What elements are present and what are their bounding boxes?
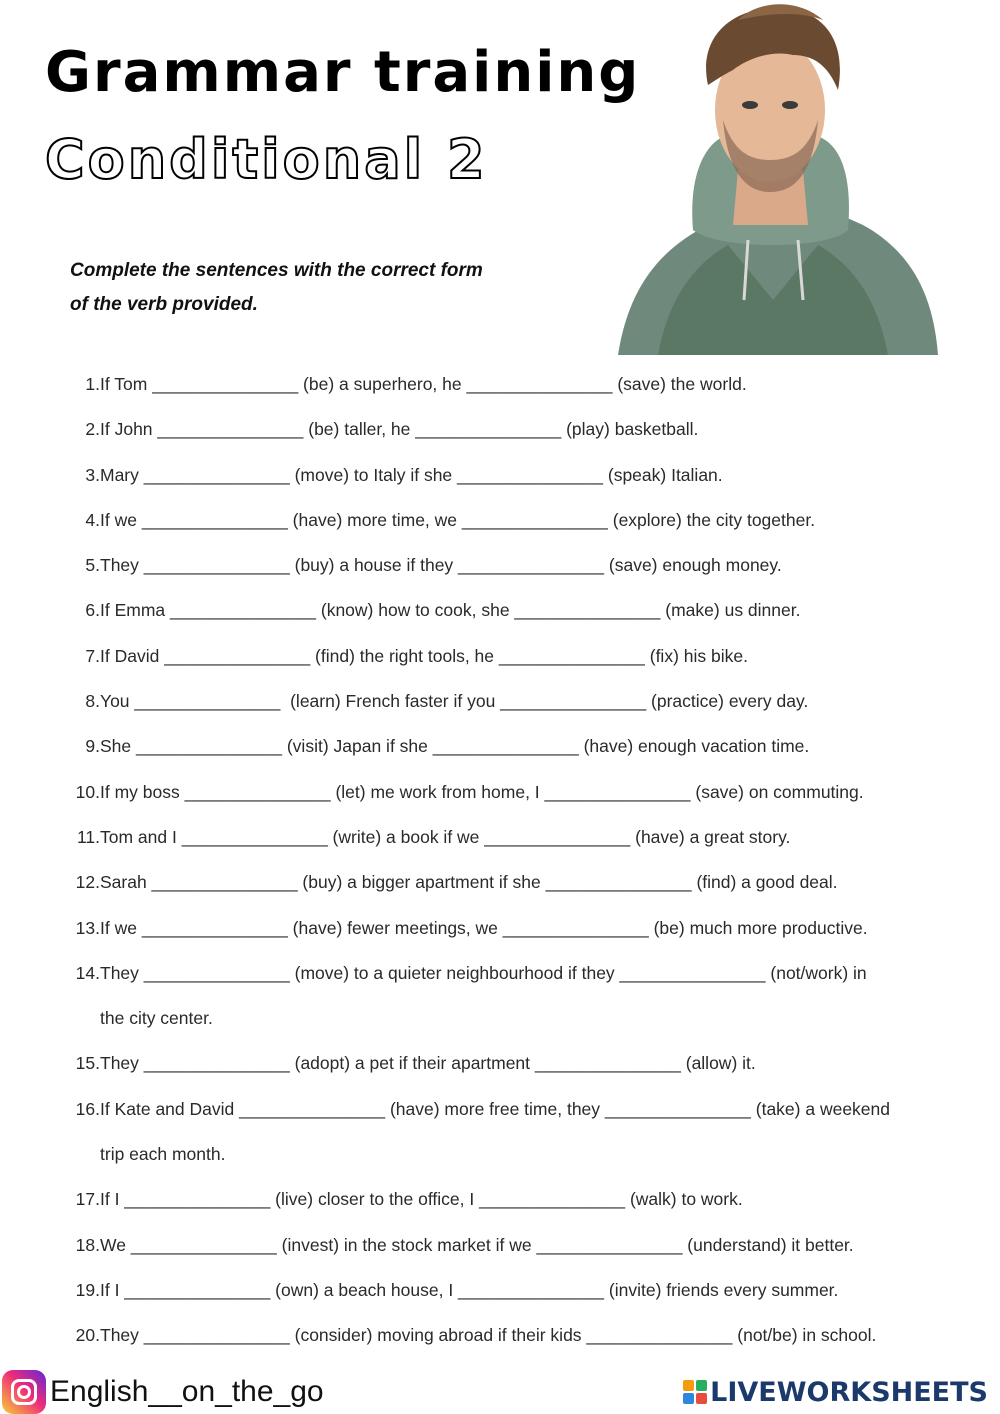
instructions — [70, 254, 550, 322]
exercise-item — [60, 407, 950, 452]
exercise-item — [60, 453, 950, 498]
exercise-text[interactable]: They _______________ (consider) moving abroad if their kids _______________ (not/be) in school. — [100, 1325, 877, 1346]
exercise-number: 12. — [75, 872, 100, 893]
exercise-number: 13. — [75, 917, 100, 938]
exercise-text[interactable]: If Emma _______________ (know) how to cook, she _______________ (make) us dinner. — [100, 600, 801, 621]
exercise-item — [60, 1041, 950, 1086]
exercise-text[interactable]: Tom and I _______________ (write) a book if we _______________ (have) a great story. — [100, 826, 791, 847]
exercise-text[interactable]: You _______________ (learn) French faster if you _______________ (practice) every day. — [100, 691, 809, 712]
exercise-item — [60, 588, 950, 633]
instagram-credit[interactable] — [2, 1370, 324, 1414]
exercise-number: 5. — [85, 555, 100, 576]
exercise-item — [60, 1313, 950, 1358]
exercise-number: 20. — [75, 1325, 100, 1346]
exercise-text[interactable]: She _______________ (visit) Japan if she _______________ (have) enough vacation time. — [100, 736, 810, 757]
exercise-number: 16. — [75, 1098, 100, 1119]
exercise-list — [60, 362, 950, 1359]
exercise-item — [60, 1223, 950, 1268]
liveworksheets-wordmark: LIVEWORKSHEETS — [710, 1376, 988, 1408]
exercise-item — [60, 634, 950, 679]
exercise-item — [60, 860, 950, 905]
exercise-text[interactable]: Mary _______________ (move) to Italy if she _______________ (speak) Italian. — [100, 464, 723, 485]
exercise-item — [60, 543, 950, 588]
exercise-item — [60, 498, 950, 543]
instructions-line-1: Complete the sentences with the correct form — [70, 260, 483, 281]
exercise-text[interactable]: If my boss _______________ (let) me work from home, I _______________ (save) on commuting. — [100, 781, 864, 802]
exercise-item — [60, 1268, 950, 1313]
instructions-line-2: of the verb provided. — [70, 294, 258, 315]
exercise-item — [60, 724, 950, 769]
liveworksheets-icon — [683, 1380, 707, 1404]
worksheet-subtitle: Conditional 2 — [45, 128, 488, 191]
exercise-number: 1. — [85, 374, 100, 394]
exercise-item — [60, 679, 950, 724]
exercise-item — [60, 906, 950, 951]
exercise-number: 4. — [85, 509, 100, 530]
exercise-number: 7. — [85, 645, 100, 666]
exercise-text[interactable]: If David _______________ (find) the right tools, he _______________ (fix) his bike. — [100, 645, 748, 666]
exercise-number: 17. — [75, 1189, 100, 1210]
instagram-handle: English__on_the_go — [50, 1375, 324, 1408]
exercise-text[interactable]: If I _______________ (own) a beach house, I _______________ (invite) friends every summer. — [100, 1279, 839, 1300]
exercise-text[interactable]: If Kate and David _______________ (have) more free time, they _______________ (take) a weekend — [100, 1098, 890, 1119]
exercise-text[interactable]: If I _______________ (live) closer to the office, I _______________ (walk) to work. — [100, 1189, 743, 1210]
exercise-text[interactable]: If John _______________ (be) taller, he _______________ (play) basketball. — [100, 419, 699, 440]
liveworksheets-logo[interactable] — [683, 1376, 988, 1408]
exercise-number: 6. — [85, 600, 100, 621]
exercise-number: 14. — [75, 962, 100, 983]
exercise-number: 18. — [75, 1234, 100, 1255]
logo-square — [683, 1380, 694, 1391]
exercise-text[interactable]: They _______________ (buy) a house if they _______________ (save) enough money. — [100, 555, 782, 576]
exercise-text[interactable]: If we _______________ (have) more time, we _______________ (explore) the city together. — [100, 509, 816, 530]
exercise-text[interactable]: We _______________ (invest) in the stock market if we _______________ (understand) it better. — [100, 1234, 854, 1255]
exercise-text-continued: trip each month. — [100, 1144, 226, 1165]
exercise-text[interactable]: If Tom _______________ (be) a superhero, he _______________ (save) the world. — [100, 374, 747, 394]
exercise-text[interactable]: If we _______________ (have) fewer meetings, we _______________ (be) much more productive. — [100, 917, 868, 938]
exercise-item — [60, 1087, 950, 1178]
exercise-text[interactable]: Sarah _______________ (buy) a bigger apartment if she _______________ (find) a good deal. — [100, 872, 838, 893]
exercise-number: 9. — [85, 736, 100, 757]
exercise-item — [60, 770, 950, 815]
portrait-illustration — [598, 0, 943, 355]
exercise-number: 2. — [85, 419, 100, 440]
exercise-number: 19. — [75, 1279, 100, 1300]
exercise-number: 11. — [76, 826, 100, 847]
exercise-text-continued: the city center. — [100, 1008, 213, 1029]
worksheet-title: Grammar training — [45, 40, 641, 105]
logo-square — [696, 1393, 707, 1404]
exercise-text[interactable]: They _______________ (adopt) a pet if their apartment _______________ (allow) it. — [100, 1053, 756, 1074]
exercise-item — [60, 362, 950, 407]
exercise-number: 8. — [85, 691, 100, 712]
exercise-number: 10. — [75, 781, 100, 802]
exercise-text[interactable]: They _______________ (move) to a quieter neighbourhood if they _______________ (not/work) in — [100, 962, 867, 983]
logo-square — [696, 1380, 707, 1391]
instagram-icon — [2, 1370, 46, 1414]
exercise-item — [60, 815, 950, 860]
exercise-item — [60, 951, 950, 1042]
exercise-number: 15. — [75, 1053, 100, 1074]
exercise-number: 3. — [85, 464, 100, 485]
logo-square — [683, 1393, 694, 1404]
exercise-item — [60, 1177, 950, 1222]
